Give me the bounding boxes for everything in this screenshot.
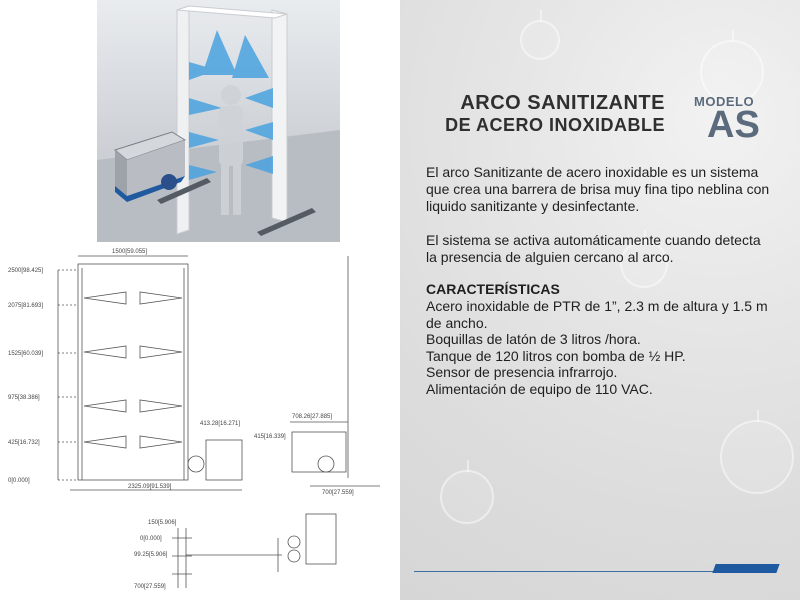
- dimension-label: 700[27.559]: [322, 490, 354, 496]
- feature-item: Alimentación de equipo de 110 VAC.: [426, 380, 653, 397]
- dimension-label: 708.26[27.885]: [292, 414, 333, 420]
- dimension-label: 0[0.000]: [140, 536, 162, 542]
- feature-item: Tanque de 120 litros con bomba de ½ HP.: [426, 347, 686, 364]
- dimension-label: 0[0.000]: [8, 478, 30, 484]
- virus-motif: [720, 420, 794, 494]
- dimension-label: 2325.09[91.539]: [128, 484, 172, 490]
- dimension-label: 150[5.906]: [148, 520, 177, 526]
- dimension-label: 1525[60.039]: [8, 351, 44, 357]
- virus-motif: [440, 470, 494, 524]
- dimension-label: 99.25[5.906]: [134, 552, 168, 558]
- dimension-label: 415[16.339]: [254, 434, 286, 440]
- feature-item: Acero inoxidable de PTR de 1”, 2.3 m de altura y 1.5 m de ancho.: [426, 298, 768, 331]
- features-heading: CARACTERÍSTICAS: [426, 281, 560, 297]
- footer-accent-bar: [712, 564, 779, 573]
- dimension-label: 413.28[16.271]: [200, 421, 241, 427]
- dimension-label: 1500[59.055]: [112, 249, 148, 255]
- page-subtitle: DE ACERO INOXIDABLE: [445, 115, 665, 135]
- model-label: MODELO: [694, 94, 755, 109]
- features-list: [426, 298, 774, 397]
- dimension-label: 425[16.732]: [8, 440, 40, 446]
- virus-motif: [520, 20, 560, 60]
- footer-line: [414, 571, 714, 572]
- technical-drawing: [0, 242, 400, 600]
- model-code: AS: [707, 104, 760, 146]
- dimension-label: 700[27.559]: [134, 584, 166, 590]
- description-paragraph-1: El arco Sanitizante de acero inoxidable es un sistema que crea una barrera de brisa muy fina tipo neblina con liquido sanitizante y desinfectante.: [426, 164, 770, 214]
- dimension-label: 2075[81.693]: [8, 303, 44, 309]
- dimension-label: 2500[98.425]: [8, 268, 44, 274]
- dimension-label: 975[38.386]: [8, 395, 40, 401]
- page-title: ARCO SANITIZANTE: [460, 92, 665, 114]
- product-render-image: [97, 0, 340, 242]
- description-paragraph-2: El sistema se activa automáticamente cuando detecta la presencia de alguien cercano al arco.: [426, 232, 761, 265]
- feature-item: Boquillas de latón de 3 litros /hora.: [426, 331, 641, 347]
- feature-item: Sensor de presencia infrarrojo.: [426, 364, 618, 380]
- arch-render: [97, 0, 340, 242]
